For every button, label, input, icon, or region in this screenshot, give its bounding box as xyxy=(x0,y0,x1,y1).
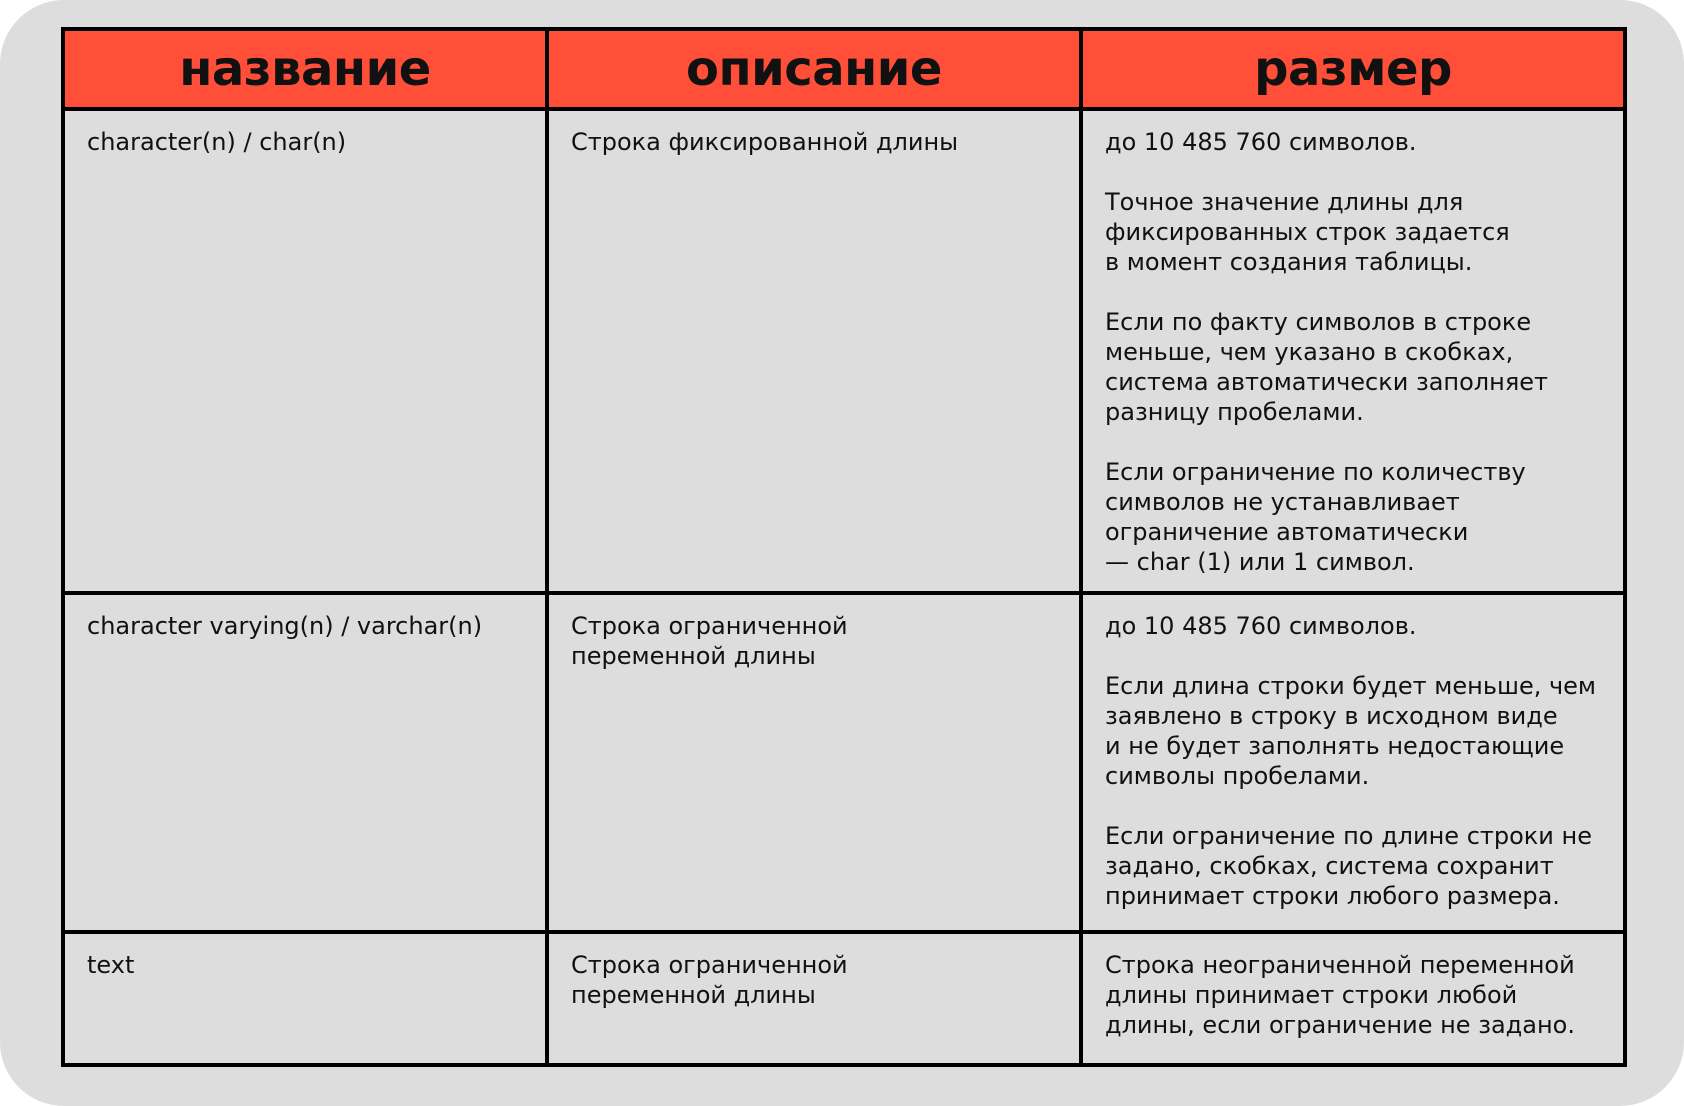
cell-name: character(n) / char(n) xyxy=(63,109,547,593)
cell-size xyxy=(1081,109,1625,593)
header-description: описание xyxy=(547,29,1081,109)
cell-description xyxy=(547,932,1081,1065)
cell-description xyxy=(547,109,1081,593)
cell-size xyxy=(1081,593,1625,932)
size-paragraph: Точное значение длины для фиксированных строк задается в момент создания таблицы. xyxy=(1105,188,1510,276)
cell-name: character varying(n) / varchar(n) xyxy=(63,593,547,932)
table-row xyxy=(63,932,1625,1065)
size-paragraph: до 10 485 760 символов. xyxy=(1105,612,1417,641)
description-text: Строка ограниченной переменной длины xyxy=(571,612,848,671)
size-paragraph: Если ограничение по длине строки не задано, скобках, система сохранит принимает строки любого размера. xyxy=(1105,822,1592,911)
cell-description xyxy=(547,593,1081,932)
header-name: название xyxy=(63,29,547,109)
data-types-table xyxy=(61,27,1627,1067)
size-paragraph: Если ограничение по количеству символов не устанавливает ограничение автоматически — char (1) или 1 символ. xyxy=(1105,458,1526,576)
size-paragraph: Строка неограниченной переменной длины принимает строки любой длины, если ограничение не задано. xyxy=(1105,950,1575,1039)
cell-size xyxy=(1081,932,1625,1065)
size-paragraph: Если длина строки будет меньше, чем заявлено в строку в исходном виде и не будет заполнять недостающие символы пробелами. xyxy=(1105,672,1597,791)
description-text: Строка ограниченной переменной длины xyxy=(571,950,848,1009)
header-size: размер xyxy=(1081,29,1625,109)
table-row xyxy=(63,593,1625,932)
table-row xyxy=(63,109,1625,593)
cell-name: text xyxy=(63,932,547,1065)
size-paragraph: Если по факту символов в строке меньше, чем указано в скобках, система автоматически заполняет разницу пробелами. xyxy=(1105,308,1549,426)
size-paragraph: до 10 485 760 символов. xyxy=(1105,128,1417,156)
header-row xyxy=(63,29,1625,109)
description-text: Строка фиксированной длины xyxy=(571,128,959,156)
